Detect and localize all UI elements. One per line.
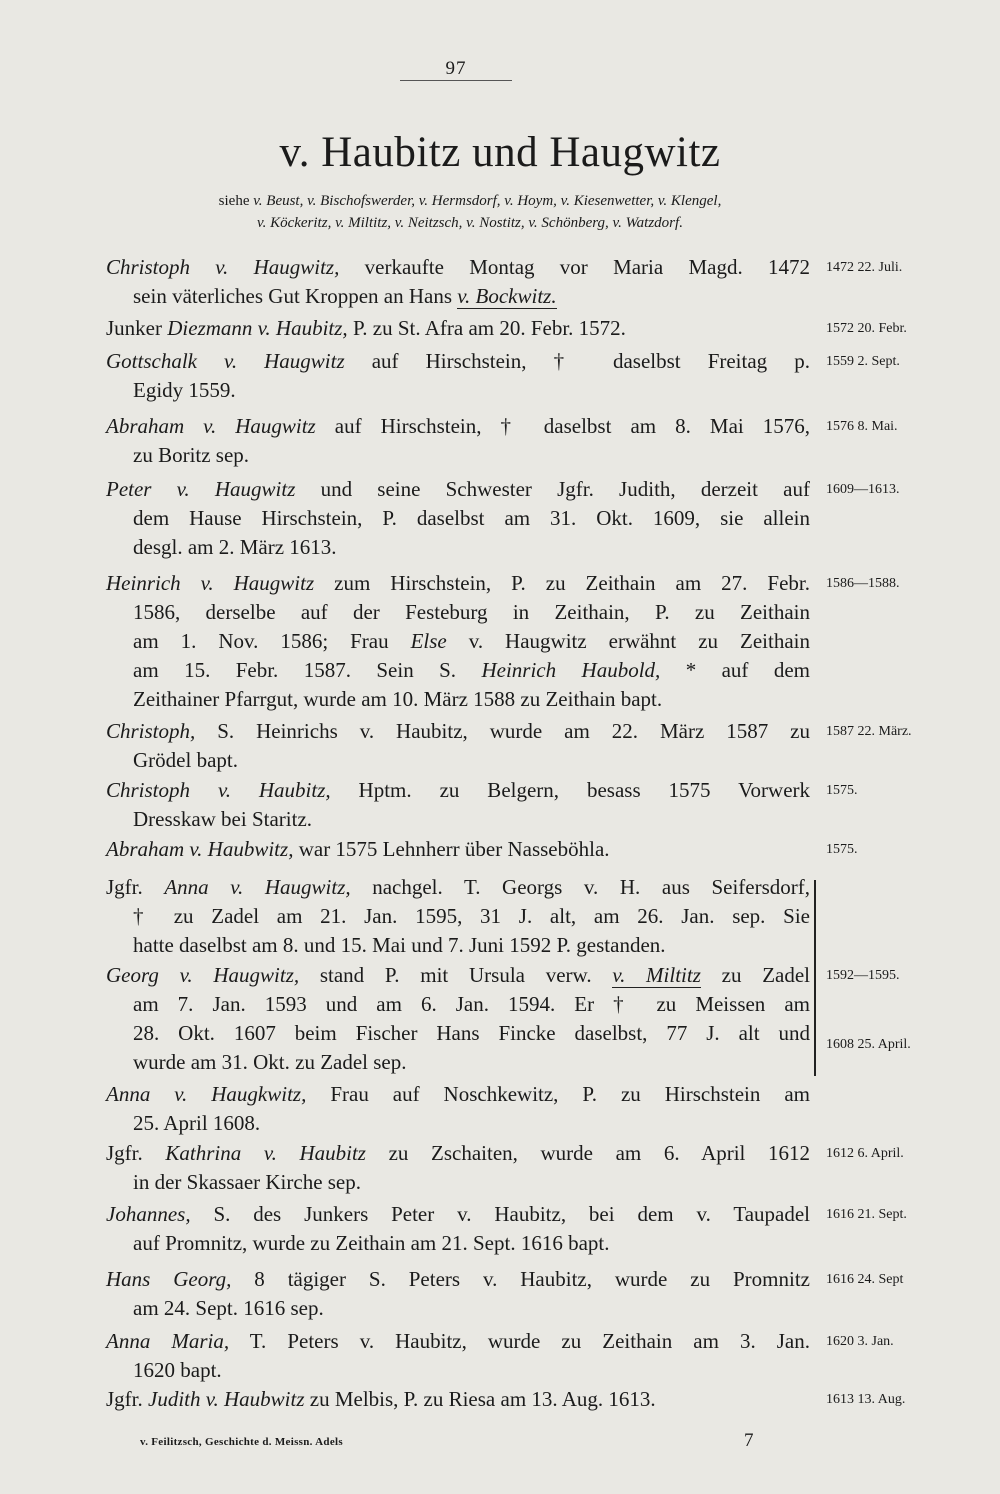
entry: [106, 412, 810, 470]
entry-line: [106, 746, 810, 775]
entry-text: in der Skassaer Kirche sep.: [133, 1170, 362, 1194]
entry-line: [106, 627, 810, 656]
entry-line: [106, 656, 810, 685]
entry-text: am 7. Jan. 1593 und am 6. Jan. 1594. Er † zu Meissen am: [133, 992, 810, 1016]
entry-text: am 15. Febr. 1587. Sein S.: [133, 658, 482, 682]
entry-line: [106, 598, 810, 627]
see-also-prefix: siehe: [218, 193, 250, 209]
entry-line: [106, 931, 810, 960]
entry-text: sein väterliches Gut Kroppen an Hans: [133, 284, 458, 308]
margin-date: 1616 24. Sept: [826, 1272, 904, 1287]
name-text: Heinrich Haubold,: [481, 658, 661, 682]
margin-date: 1472 22. Juli.: [826, 260, 903, 275]
entry-text: zu Zschaiten, wurde am 6. April 1612: [365, 1141, 811, 1165]
entry-text: † zu Zadel am 21. Jan. 1595, 31 J. alt, am 26. Jan. sep. Sie: [133, 904, 810, 928]
name-text: Christoph v. Haugwitz,: [106, 255, 340, 279]
entry-text: Junker: [106, 316, 168, 340]
entry-line: [106, 1265, 810, 1294]
entry-text: nachgel. T. Georgs v. H. aus Seifersdorf,: [350, 875, 811, 899]
entry-text: desgl. am 2. März 1613.: [133, 535, 337, 559]
entry: [106, 253, 810, 311]
entry-text: wurde am 31. Okt. zu Zadel sep.: [133, 1050, 407, 1074]
name-text: Anna v. Haugkwitz,: [106, 1082, 307, 1106]
entry-text: auf Hirschstein, † daselbst am 8. Mai 1576,: [315, 414, 810, 438]
entry-text: zu Zadel: [700, 963, 810, 987]
entry-text: v. Haugwitz erwähnt zu Zeithain: [446, 629, 810, 653]
entry-text: Zeithainer Pfarrgut, wurde am 10. März 1588 zu Zeithain bapt.: [133, 687, 663, 711]
entry-text: Jgfr.: [106, 875, 165, 899]
entry: [106, 314, 810, 343]
entry-text: S. Heinrichs v. Haubitz, wurde am 22. März 1587 zu: [195, 719, 810, 743]
name-text: Judith v. Haubwitz: [148, 1387, 305, 1411]
entry-line: [106, 376, 810, 405]
entry-text: 1620 bapt.: [133, 1358, 222, 1382]
entry-text: zu Melbis, P. zu Riesa am 13. Aug. 1613.: [304, 1387, 656, 1411]
entry: [106, 1265, 810, 1323]
margin-date: 1613 13. Aug.: [826, 1392, 906, 1407]
entry-line: [106, 1294, 810, 1323]
name-text: Anna Maria,: [106, 1329, 230, 1353]
entry-line: [106, 282, 810, 311]
entry-text: zum Hirschstein, P. zu Zeithain am 27. Febr.: [314, 571, 810, 595]
name-text: Heinrich v. Haugwitz: [106, 571, 315, 595]
entry-line: [106, 1109, 810, 1138]
entry-text: Egidy 1559.: [133, 378, 236, 402]
entry-text: stand P. mit Ursula verw.: [299, 963, 613, 987]
margin-date: 1587 22. März.: [826, 724, 912, 739]
entry: [106, 1200, 810, 1258]
name-text: Peter v. Haugwitz: [106, 477, 296, 501]
entry: [106, 475, 810, 562]
name-text: Abraham v. Haugwitz: [106, 414, 316, 438]
entry-text: S. des Junkers Peter v. Haubitz, bei dem v. Taupadel: [190, 1202, 810, 1226]
name-text: Anna v. Haugwitz,: [164, 875, 351, 899]
entry-line: [106, 1168, 810, 1197]
entry: [106, 961, 810, 1077]
margin-date: 1592—1595.: [826, 968, 900, 983]
name-text: v. Bockwitz.: [457, 284, 557, 308]
entry-line: [106, 441, 810, 470]
margin-date: 1616 21. Sept.: [826, 1207, 907, 1222]
name-text: Hans Georg,: [106, 1267, 232, 1291]
entry-text: P. zu St. Afra am 20. Febr. 1572.: [347, 316, 626, 340]
entry-text: Grödel bapt.: [133, 748, 238, 772]
see-also-names-1: v. Beust, v. Bischofswerder, v. Hermsdorf, v. Hoym, v. Kiesenwetter, v. Klengel,: [253, 193, 722, 209]
see-also-names-2: v. Köckeritz, v. Miltitz, v. Neitzsch, v. Nostitz, v. Schönberg, v. Watzdorf.: [257, 215, 683, 231]
entry-text: * auf dem: [660, 658, 810, 682]
entry-text: 28. Okt. 1607 beim Fischer Hans Fincke daselbst, 77 J. alt und: [133, 1021, 810, 1045]
entry: [106, 569, 810, 714]
entry-line: [106, 685, 810, 714]
entry-line: [106, 902, 810, 931]
entry-text: Dresskaw bei Staritz.: [133, 807, 313, 831]
entry-line: [106, 776, 810, 805]
entry: [106, 835, 810, 864]
entry-line: [106, 873, 810, 902]
entry: [106, 1139, 810, 1197]
margin-date: 1572 20. Febr.: [826, 321, 907, 336]
entry-text: war 1575 Lehnherr über Nasseböhla.: [293, 837, 610, 861]
entry: [106, 873, 810, 960]
entry: [106, 1080, 810, 1138]
entry-text: 25. April 1608.: [133, 1111, 261, 1135]
entry-line: [106, 1019, 810, 1048]
margin-date: 1609—1613.: [826, 482, 900, 497]
margin-date: 1612 6. April.: [826, 1146, 904, 1161]
name-text: Kathrina v. Haubitz: [165, 1141, 366, 1165]
entry-text: T. Peters v. Haubitz, wurde zu Zeithain am 3. Jan.: [229, 1329, 811, 1353]
entry-text: 1586, derselbe auf der Festeburg in Zeithain, P. zu Zeithain: [133, 600, 810, 624]
entry-line: [106, 412, 810, 441]
entry-text: auf Hirschstein, † daselbst Freitag p.: [344, 349, 810, 373]
entry: [106, 347, 810, 405]
entry: [106, 1385, 810, 1414]
page-title: v. Haubitz und Haugwitz: [279, 129, 721, 176]
entry-line: [106, 1385, 810, 1414]
entry-line: [106, 1356, 810, 1385]
entry-text: am 24. Sept. 1616 sep.: [133, 1296, 324, 1320]
entry-text: und seine Schwester Jgfr. Judith, derzeit auf: [295, 477, 810, 501]
name-text: Georg v. Haugwitz,: [106, 963, 300, 987]
name-text: Abraham v. Haubwitz,: [106, 837, 294, 861]
entry-line: [106, 1200, 810, 1229]
entry-line: [106, 835, 810, 864]
name-text: v. Miltitz: [612, 963, 701, 987]
footer-signature: 7: [744, 1430, 754, 1451]
entry-line: [106, 1048, 810, 1077]
margin-date: 1575.: [826, 783, 858, 798]
entry-line: [106, 504, 810, 533]
entry-text: verkaufte Montag vor Maria Magd. 1472: [339, 255, 811, 279]
entry-text: zu Boritz sep.: [133, 443, 250, 467]
margin-date: 1608 25. April.: [826, 1037, 911, 1052]
entry-text: 8 tägiger S. Peters v. Haubitz, wurde zu Promnitz: [231, 1267, 810, 1291]
entry-line: [106, 569, 810, 598]
name-text: Johannes,: [106, 1202, 191, 1226]
entry-line: [106, 805, 810, 834]
entry-line: [106, 253, 810, 282]
margin-date: 1559 2. Sept.: [826, 354, 900, 369]
entry-text: hatte daselbst am 8. und 15. Mai und 7. Juni 1592 P. gestanden.: [133, 933, 666, 957]
entry-line: [106, 717, 810, 746]
entry-text: am 1. Nov. 1586; Frau: [133, 629, 411, 653]
name-text: Gottschalk v. Haugwitz: [106, 349, 345, 373]
entry-line: [106, 1229, 810, 1258]
entry: [106, 1327, 810, 1385]
entry-line: [106, 347, 810, 376]
entry: [106, 717, 810, 775]
brace-bracket: [808, 880, 816, 1076]
entry-line: [106, 533, 810, 562]
margin-date: 1576 8. Mai.: [826, 419, 898, 434]
entry-line: [106, 314, 810, 343]
entry-line: [106, 961, 810, 990]
entry-text: Frau auf Noschkewitz, P. zu Hirschstein am: [306, 1082, 810, 1106]
entry-text: Jgfr.: [106, 1387, 148, 1411]
entry-text: auf Promnitz, wurde zu Zeithain am 21. Sept. 1616 bapt.: [133, 1231, 610, 1255]
name-text: Diezmann v. Haubitz,: [167, 316, 348, 340]
entry-line: [106, 1139, 810, 1168]
page-number: 97: [400, 58, 512, 81]
entry: [106, 776, 810, 834]
margin-date: 1586—1588.: [826, 576, 900, 591]
entry-text: Hptm. zu Belgern, besass 1575 Vorwerk: [330, 778, 811, 802]
name-text: Else: [410, 629, 447, 653]
entry-line: [106, 1327, 810, 1356]
entry-line: [106, 475, 810, 504]
name-text: Christoph,: [106, 719, 196, 743]
entry-line: [106, 990, 810, 1019]
entry-text: Jgfr.: [106, 1141, 166, 1165]
margin-date: 1575.: [826, 842, 858, 857]
footer-source: v. Feilitzsch, Geschichte d. Meissn. Adels: [140, 1436, 343, 1448]
entry-line: [106, 1080, 810, 1109]
entry-text: dem Hause Hirschstein, P. daselbst am 31. Okt. 1609, sie allein: [133, 506, 810, 530]
margin-date: 1620 3. Jan.: [826, 1334, 894, 1349]
name-text: Christoph v. Haubitz,: [106, 778, 331, 802]
